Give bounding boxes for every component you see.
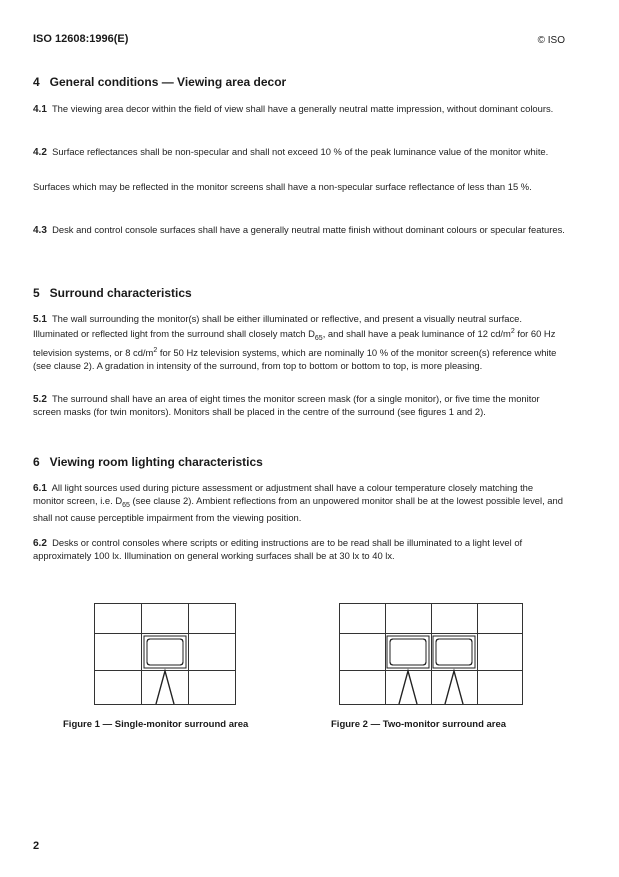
paragraph-text: Surface reflectances shall be non-specular and shall not exceed 10 % of the peak luminance value of the monitor white. xyxy=(52,146,549,157)
paragraph-text-a: The wall surrounding the monitor(s) shall be either illuminated or reflective, and present a visually neutral surface. Illuminated or reflected light from the surround shall closely match D xyxy=(33,313,522,340)
subscript: 65 xyxy=(314,335,323,343)
paragraph-text: Desk and control console surfaces shall have a generally neutral matte finish without dominant colours or specular features. xyxy=(52,224,565,235)
paragraph-6-2 xyxy=(33,537,565,562)
paragraph-4-2-continued: Surfaces which may be reflected in the monitor screens shall have a non-specular surface reflectance of less than 15 %. xyxy=(33,181,532,192)
paragraph-text: Desks or control consoles where scripts or editing instructions are to be read shall be illuminated to a light level of approximately 100 lx. Illumination on general working surfaces shall be at 30 lx to 40 lx. xyxy=(33,537,523,562)
paragraph-text-a: All light sources used during picture assessment or adjustment shall have a colour temperature closely matching the monitor screen, i.e. D xyxy=(33,482,534,507)
paragraph-number: 6.1 xyxy=(33,483,47,494)
paragraph-number: 4.1 xyxy=(33,104,47,115)
paragraph-4-3 xyxy=(33,224,565,237)
paragraph-text-d: for 50 Hz television systems, which are nominally 10 % of the monitor screen(s) reference white (see clause 2). A gradation in intensity of the surround, from top to bottom or bottom to top, is more pleasing. xyxy=(33,347,557,371)
paragraph-text: The surround shall have an area of eight times the monitor screen mask (for a single monitor), or five time the monitor screen masks (for twin monitors). Monitors shall be placed in the centre of the surround (see figures 1 and 2). xyxy=(33,393,540,418)
paragraph-5-2 xyxy=(33,393,565,418)
page-number: 2 xyxy=(33,840,40,852)
figure-1-caption: Figure 1 — Single-monitor surround area xyxy=(63,719,249,730)
paragraph-6-1 xyxy=(33,482,565,524)
figure-2-diagram xyxy=(339,603,523,705)
document-standard-id: ISO 12608:1996(E) xyxy=(33,33,129,45)
paragraph-4-2 xyxy=(33,146,565,159)
section-6-title: 6 Viewing room lighting characteristics xyxy=(33,455,263,469)
paragraph-text: The viewing area decor within the field of view shall have a generally neutral matte impression, without dominant colours. xyxy=(51,103,554,114)
paragraph-4-1 xyxy=(33,103,565,116)
subscript: 65 xyxy=(122,502,130,510)
paragraph-5-1 xyxy=(33,313,565,372)
superscript: 2 xyxy=(510,328,515,336)
section-5-title: 5 Surround characteristics xyxy=(33,286,192,300)
superscript: 2 xyxy=(153,347,158,355)
paragraph-number: 4.3 xyxy=(33,225,47,236)
paragraph-text-b: , and shall have a peak luminance of 12 cd/m xyxy=(322,328,511,340)
paragraph-number: 4.2 xyxy=(33,147,47,158)
paragraph-number: 5.2 xyxy=(33,394,47,405)
paragraph-number: 6.2 xyxy=(33,538,47,549)
paragraph-text-b: (see clause 2). Ambient reflections from an unpowered monitor shall be at the lowest possible level, and shall not cause perceptible impairment from the viewing position. xyxy=(33,495,563,524)
copyright-notice: © ISO xyxy=(537,35,565,46)
figure-1-diagram xyxy=(94,603,236,705)
figure-2-caption: Figure 2 — Two-monitor surround area xyxy=(331,719,507,730)
paragraph-text-c: for 60 Hz television systems, or 8 cd/m xyxy=(33,328,556,359)
paragraph-number: 5.1 xyxy=(33,314,47,325)
section-4-title: 4 General conditions — Viewing area decor xyxy=(33,75,287,89)
